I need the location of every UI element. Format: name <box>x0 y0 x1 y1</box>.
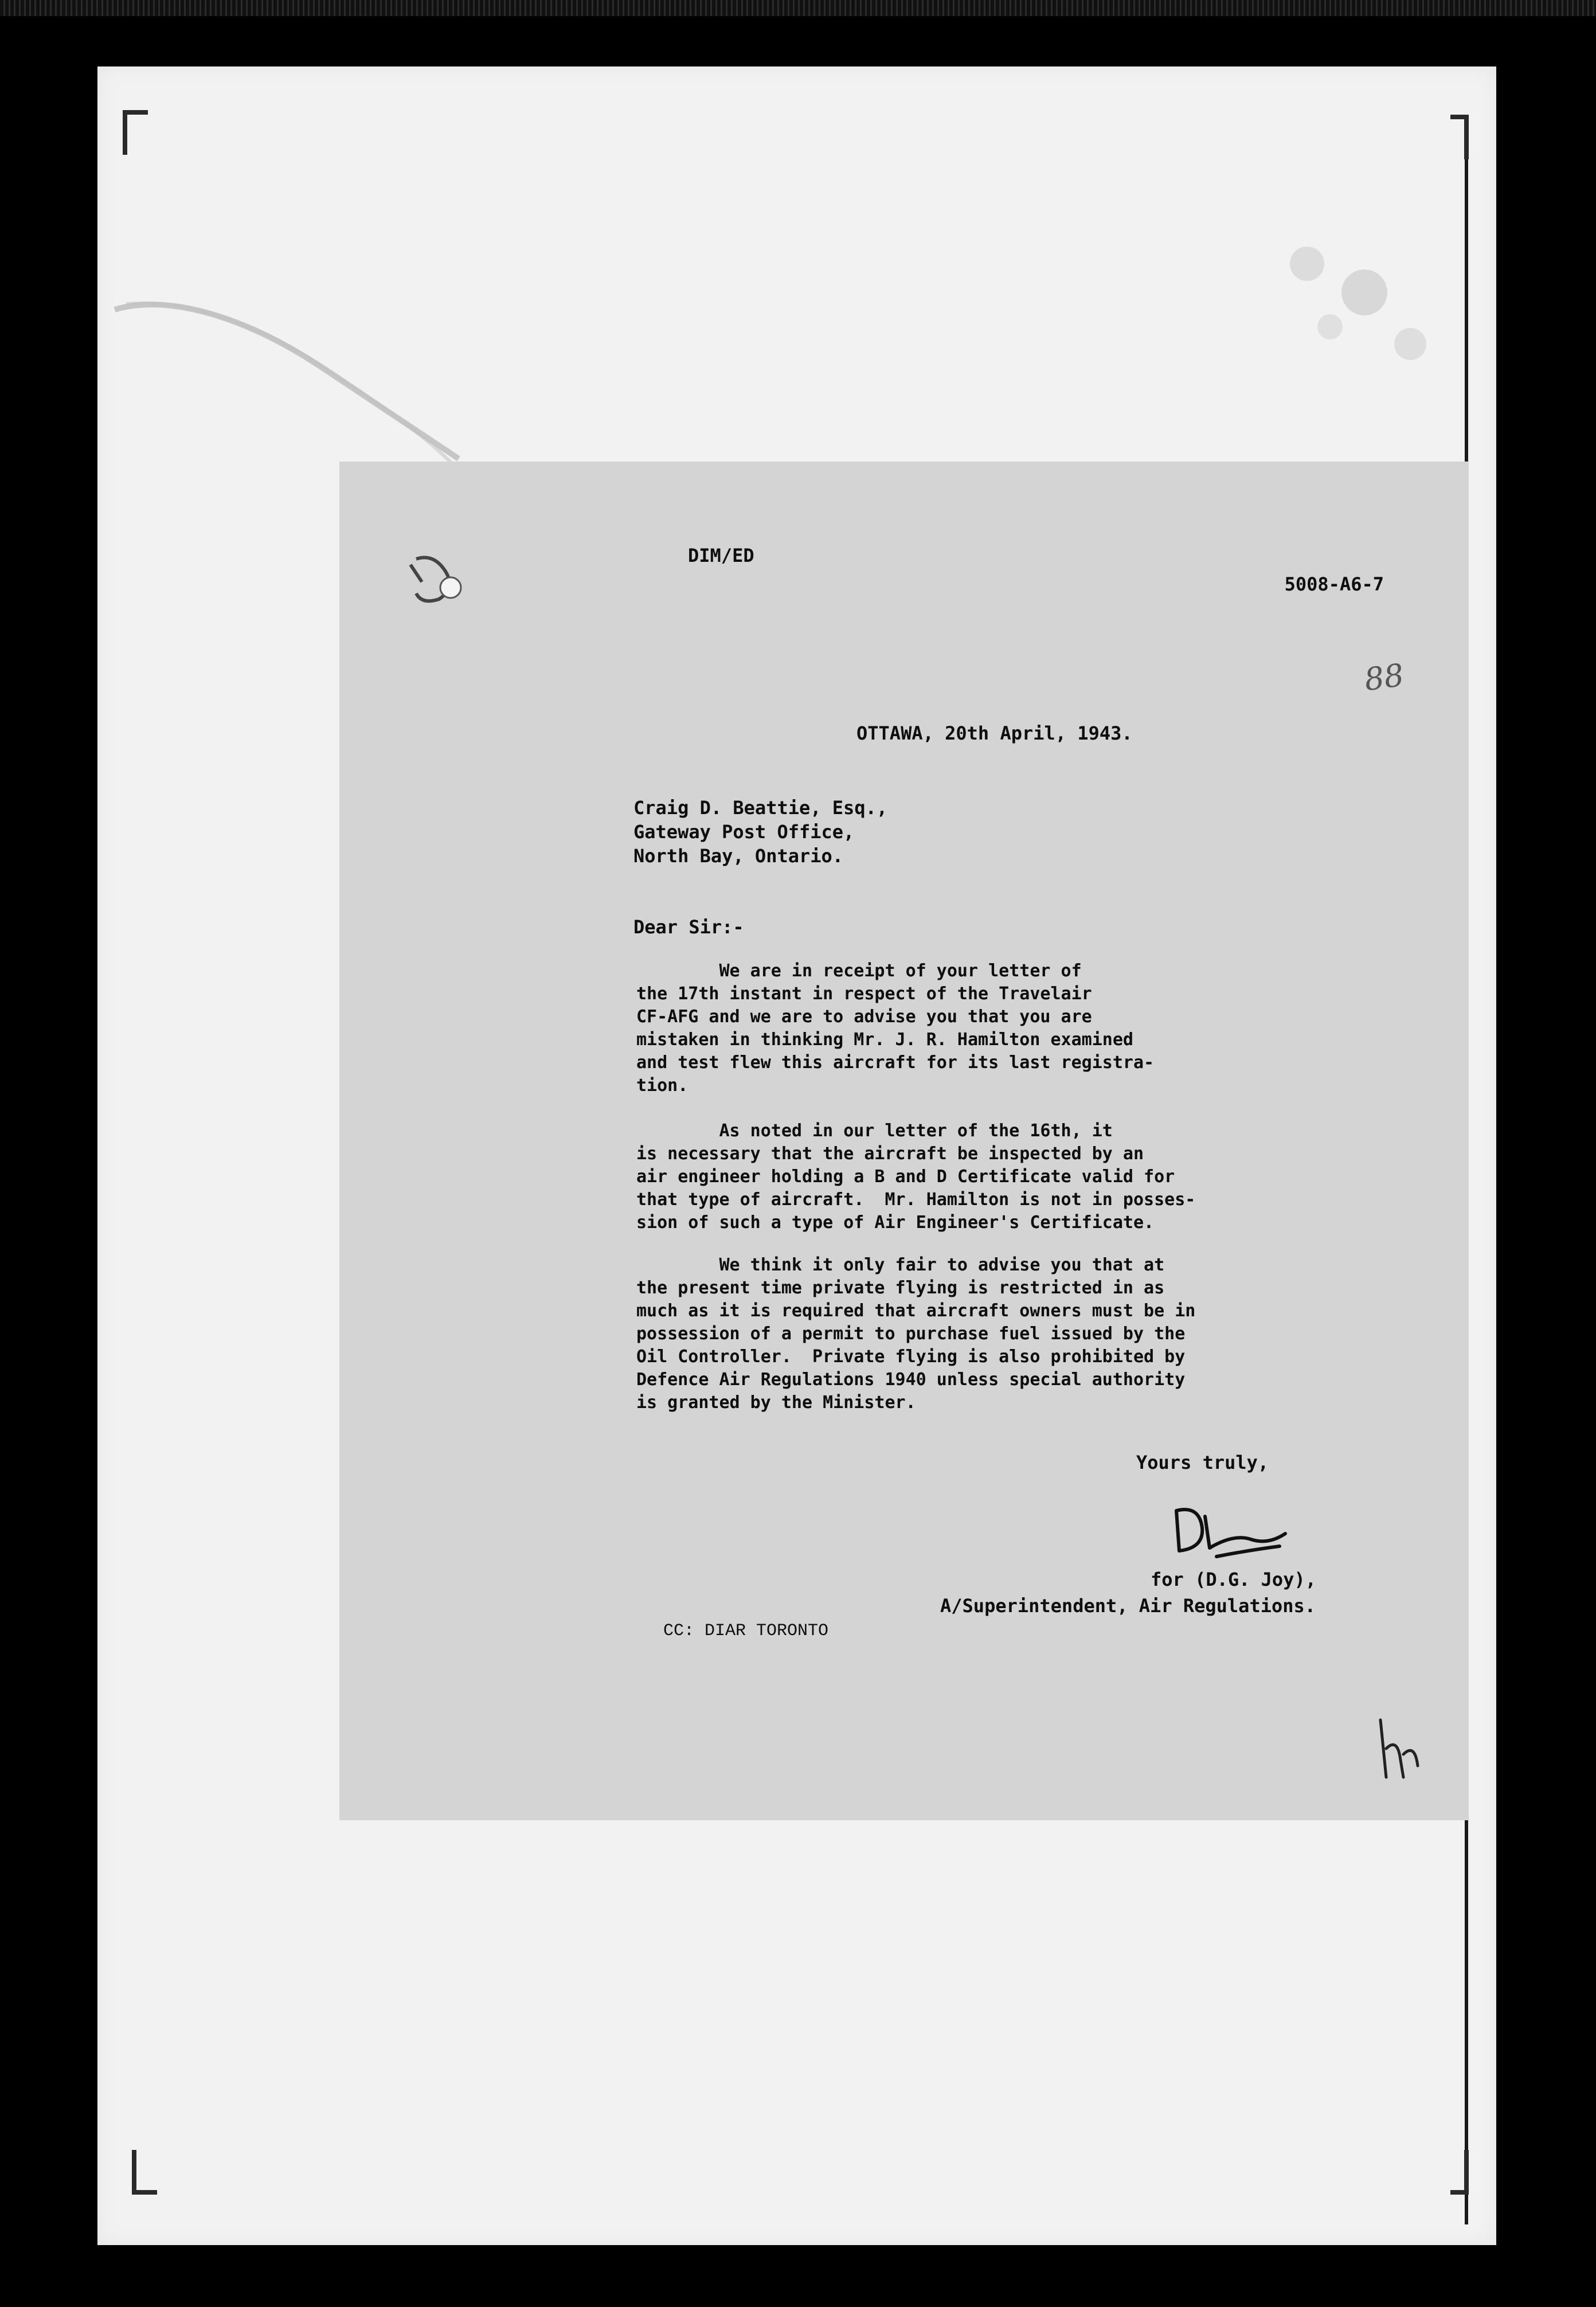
film-edge <box>0 0 1596 16</box>
file-number: 5008-A6-7 <box>1284 573 1384 595</box>
address-line: Gateway Post Office, <box>633 821 855 843</box>
crop-mark-top-left <box>123 110 148 155</box>
letter-page <box>339 462 1469 1820</box>
address-line: Craig D. Beattie, Esq., <box>633 797 888 819</box>
filing-stamp-mark <box>399 548 479 611</box>
salutation: Dear Sir:- <box>633 916 744 938</box>
body-paragraph-1: We are in receipt of your letter of the 17th instant in respect of the Travelair CF-AFG and we are to advise you that you are mistaken in thinking Mr. J. R. Hamilton examined and test flew this aircraft for its last registra- tion. <box>636 961 1155 1096</box>
body-paragraph-2: As noted in our letter of the 16th, it is necessary that the aircraft be inspected by an air engineer holding a B and D Certificate valid for that type of aircraft. Mr. Hamilton is not in posses- sion of such a type of Air Engineer's Certificate. <box>636 1121 1196 1233</box>
crop-mark-top-right <box>1450 115 1469 159</box>
closing: Yours truly, <box>1136 1452 1269 1473</box>
body-paragraph-3: We think it only fair to advise you that at the present time private flying is restricted in as much as it is required that aircraft owners must be in possession of a permit to purchase fuel issued by the Oil Controller. Private flying is also prohibited by Defence Air Regulations 1940 unless special authority is granted by the Minister. <box>636 1255 1196 1413</box>
signature-for: for (D.G. Joy), <box>1151 1569 1316 1590</box>
recipient-address <box>633 796 887 868</box>
reference-initials: DIM/ED <box>688 545 754 566</box>
margin-page-note: 88 <box>1362 656 1406 698</box>
handwritten-signature <box>1165 1493 1291 1568</box>
crop-mark-bottom-left <box>132 2150 157 2195</box>
signature-title: A/Superintendent, Air Regulations. <box>940 1595 1316 1617</box>
crop-mark-bottom-right <box>1450 2150 1469 2195</box>
paper-speckle <box>1238 241 1445 470</box>
carbon-copy-line: CC: DIAR TORONTO <box>663 1621 829 1641</box>
dateline: OTTAWA, 20th April, 1943. <box>856 722 1133 744</box>
paper-smudge <box>103 287 470 470</box>
handwritten-mark <box>1369 1714 1426 1783</box>
address-line: North Bay, Ontario. <box>633 845 844 867</box>
